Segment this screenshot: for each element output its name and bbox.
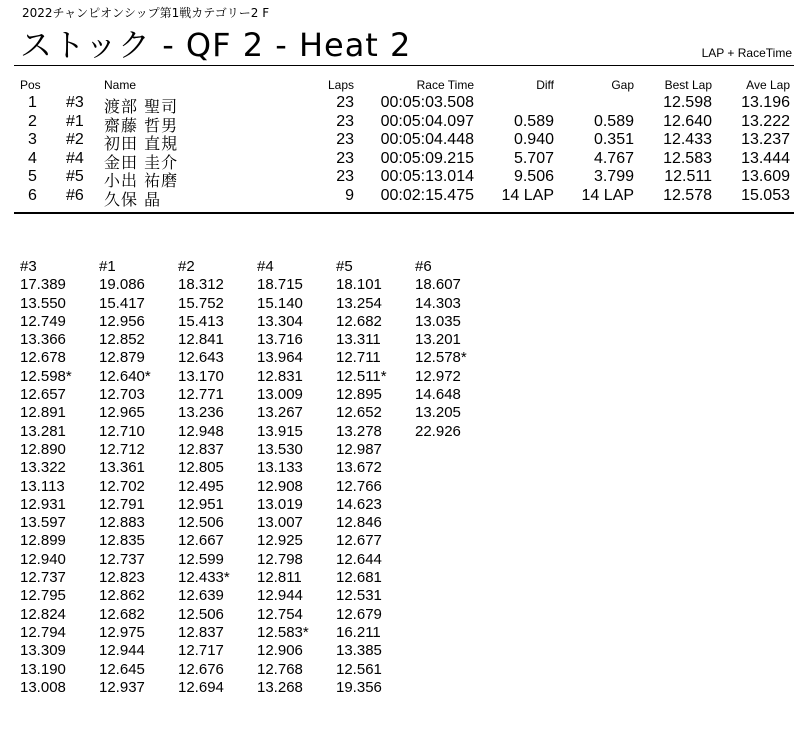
- lap-time: 15.752: [178, 294, 224, 312]
- lap-time: 12.710: [99, 422, 145, 440]
- lap-time: 12.766: [336, 477, 382, 495]
- lap-time: 12.679: [336, 605, 382, 623]
- result-diff: 0.940: [513, 131, 554, 148]
- lap-time: 13.205: [415, 404, 461, 422]
- result-best-lap: 12.598: [663, 94, 712, 111]
- lap-time: 14.623: [336, 495, 382, 513]
- lap-column: [336, 258, 415, 697]
- col-best-lap: Best Lap: [664, 78, 712, 92]
- lap-time: 13.716: [257, 331, 303, 349]
- lap-time: 12.702: [99, 477, 145, 495]
- lap-time: 12.644: [336, 550, 382, 568]
- result-race-time: 00:02:15.475: [380, 186, 474, 204]
- lap-time: 12.846: [336, 514, 382, 532]
- lap-time: 12.768: [257, 660, 303, 678]
- results-body: [14, 94, 794, 209]
- lap-time: 13.597: [20, 514, 66, 532]
- lap-time: 12.879: [99, 349, 145, 367]
- result-driver-name: 渡部 聖司: [104, 97, 179, 116]
- lap-time: 12.682: [336, 312, 382, 330]
- result-laps: 23: [336, 94, 354, 111]
- lap-time: 12.948: [178, 422, 224, 440]
- lap-time: 13.915: [257, 422, 303, 440]
- lap-times-table: [20, 258, 494, 697]
- lap-time: 12.972: [415, 367, 461, 385]
- lap-time: 13.550: [20, 294, 66, 312]
- result-pos: 5: [28, 168, 37, 185]
- result-row: [14, 149, 794, 172]
- lap-time: 16.211: [336, 623, 381, 641]
- result-driver-name: 久保 晶: [104, 189, 162, 209]
- lap-time: 13.008: [20, 678, 66, 696]
- result-row: [14, 94, 794, 116]
- result-gap: 3.799: [593, 168, 634, 185]
- lap-column-car-number: #4: [257, 258, 274, 275]
- lap-time: 13.309: [20, 642, 66, 660]
- result-car-number: #1: [66, 112, 84, 130]
- result-laps: 23: [336, 168, 354, 185]
- lap-time: 12.895: [336, 386, 382, 404]
- result-ave-lap: 13.609: [741, 168, 790, 185]
- lap-time: 12.531: [336, 587, 382, 605]
- lap-time: 13.304: [257, 312, 303, 330]
- result-car-number: #3: [66, 94, 84, 111]
- lap-time: 13.236: [178, 404, 224, 422]
- result-best-lap: 12.578: [663, 186, 712, 204]
- result-ave-lap: 13.444: [741, 149, 790, 167]
- lap-time: 12.643: [178, 349, 224, 367]
- lap-time: 15.417: [99, 294, 145, 312]
- lap-time: 12.837: [178, 440, 224, 458]
- lap-time: 12.561: [336, 660, 382, 678]
- lap-time: 12.925: [257, 532, 303, 550]
- lap-time: 13.281: [20, 422, 66, 440]
- result-race-time: 00:05:04.097: [380, 112, 474, 130]
- result-car-number: #4: [66, 149, 84, 167]
- lap-time: 13.530: [257, 440, 303, 458]
- result-pos: 4: [28, 149, 37, 167]
- lap-time: 13.268: [257, 678, 303, 696]
- result-driver-name: 齋藤 哲男: [104, 115, 179, 135]
- event-subtitle: 2022チャンピオンシップ第1戦カテゴリー2 F: [22, 6, 270, 20]
- lap-time: 12.506: [178, 605, 224, 623]
- lap-time: 13.007: [257, 514, 303, 532]
- lap-time: 12.598*: [20, 367, 72, 385]
- lap-time: 22.926: [415, 422, 461, 440]
- lap-time: 13.133: [257, 459, 303, 477]
- header-rule: [14, 65, 794, 66]
- lap-time: 12.956: [99, 312, 145, 330]
- lap-time: 12.433*: [178, 569, 230, 587]
- result-best-lap: 12.511: [664, 168, 712, 185]
- lap-time: 12.811: [257, 569, 302, 587]
- result-ave-lap: 13.196: [741, 94, 790, 111]
- lap-time: 13.009: [257, 386, 303, 404]
- result-race-time: 00:05:09.215: [380, 149, 474, 167]
- lap-time: 13.361: [99, 459, 145, 477]
- lap-time: 12.676: [178, 660, 224, 678]
- lap-time: 12.681: [336, 569, 382, 587]
- lap-time: 12.852: [99, 331, 145, 349]
- col-ave-lap: Ave Lap: [746, 78, 790, 92]
- lap-time: 18.312: [178, 276, 224, 294]
- lap-time: 12.495: [178, 477, 224, 495]
- lap-time: 12.791: [99, 495, 145, 513]
- col-name: Name: [104, 78, 137, 92]
- lap-time: 12.835: [99, 532, 145, 550]
- lap-time: 12.798: [257, 550, 303, 568]
- lap-time: 13.201: [415, 331, 461, 349]
- result-row: [14, 131, 794, 153]
- lap-time: 13.964: [257, 349, 303, 367]
- lap-time: 13.278: [336, 422, 382, 440]
- lap-time: 18.607: [415, 276, 461, 294]
- lap-time: 12.794: [20, 623, 66, 641]
- lap-time: 12.940: [20, 550, 66, 568]
- result-diff: 9.506: [513, 168, 554, 185]
- result-pos: 6: [28, 186, 37, 204]
- lap-time: 12.944: [99, 642, 145, 660]
- lap-time: 12.682: [99, 605, 145, 623]
- result-driver-name: 初田 直規: [104, 134, 179, 153]
- lap-column-car-number: #6: [415, 258, 432, 275]
- result-best-lap: 12.640: [663, 112, 712, 130]
- result-race-time: 00:05:04.448: [380, 131, 474, 148]
- lap-time: 12.899: [20, 532, 66, 550]
- result-laps: 9: [345, 186, 354, 204]
- lap-time: 12.824: [20, 605, 66, 623]
- result-gap: 0.589: [593, 112, 634, 130]
- result-car-number: #2: [66, 131, 84, 148]
- lap-time: 18.715: [257, 276, 303, 294]
- lap-time: 12.694: [178, 678, 224, 696]
- result-laps: 23: [336, 112, 354, 130]
- lap-time: 12.891: [20, 404, 66, 422]
- lap-time: 12.599: [178, 550, 224, 568]
- lap-time: 12.754: [257, 605, 303, 623]
- lap-column-car-number: #2: [178, 258, 195, 275]
- lap-time: 12.944: [257, 587, 303, 605]
- lap-column: [99, 258, 178, 697]
- lap-time: 13.035: [415, 312, 461, 330]
- result-race-time: 00:05:03.508: [380, 94, 474, 111]
- result-row: [14, 186, 794, 209]
- lap-time: 14.303: [415, 294, 461, 312]
- lap-time: 12.678: [20, 349, 66, 367]
- result-row: [14, 112, 794, 135]
- lap-time: 12.506: [178, 514, 224, 532]
- mode-label: LAP + RaceTime: [701, 46, 792, 60]
- result-best-lap: 12.433: [663, 131, 712, 148]
- lap-column: [20, 258, 99, 697]
- result-row: [14, 168, 794, 190]
- col-laps: Laps: [327, 78, 354, 92]
- lap-time: 13.190: [20, 660, 66, 678]
- lap-time: 12.831: [257, 367, 303, 385]
- lap-time: 12.583*: [257, 623, 309, 641]
- lap-time: 12.987: [336, 440, 382, 458]
- lap-time: 12.640*: [99, 367, 151, 385]
- result-gap: 0.351: [593, 131, 634, 148]
- result-pos: 2: [28, 112, 37, 130]
- result-pos: 1: [28, 94, 37, 111]
- lap-time: 15.413: [178, 312, 224, 330]
- lap-time: 13.254: [336, 294, 382, 312]
- result-gap: 14 LAP: [581, 186, 634, 204]
- lap-time: 12.717: [178, 642, 224, 660]
- lap-time: 12.657: [20, 386, 66, 404]
- lap-time: 12.511*: [336, 367, 387, 385]
- lap-time: 12.862: [99, 587, 145, 605]
- lap-time: 12.975: [99, 623, 145, 641]
- lap-column: [415, 258, 494, 697]
- lap-time: 12.890: [20, 440, 66, 458]
- lap-time: 17.389: [20, 276, 66, 294]
- lap-time: 13.385: [336, 642, 382, 660]
- lap-time: 12.951: [178, 495, 224, 513]
- col-race-time: Race Time: [416, 78, 474, 92]
- results-table: [14, 78, 794, 209]
- lap-time: 12.749: [20, 312, 66, 330]
- lap-time: 12.906: [257, 642, 303, 660]
- col-gap: Gap: [611, 78, 634, 92]
- lap-time: 12.711: [336, 349, 381, 367]
- lap-time: 12.883: [99, 514, 145, 532]
- lap-time: 13.267: [257, 404, 303, 422]
- lap-time: 12.703: [99, 386, 145, 404]
- lap-time: 12.677: [336, 532, 382, 550]
- lap-time: 12.908: [257, 477, 303, 495]
- lap-column-car-number: #1: [99, 258, 116, 275]
- lap-time: 12.578*: [415, 349, 467, 367]
- result-ave-lap: 15.053: [741, 186, 790, 204]
- result-ave-lap: 13.237: [741, 131, 790, 148]
- result-car-number: #6: [66, 186, 84, 204]
- lap-time: 13.366: [20, 331, 66, 349]
- lap-time: 12.712: [99, 440, 145, 458]
- result-pos: 3: [28, 131, 37, 148]
- lap-time: 13.311: [336, 331, 381, 349]
- lap-time: 18.101: [336, 276, 382, 294]
- lap-time: 14.648: [415, 386, 461, 404]
- result-best-lap: 12.583: [663, 149, 712, 167]
- lap-time: 12.667: [178, 532, 224, 550]
- lap-time: 12.823: [99, 569, 145, 587]
- result-diff: 5.707: [513, 149, 554, 167]
- lap-column-car-number: #5: [336, 258, 353, 275]
- lap-time: 12.737: [99, 550, 145, 568]
- result-gap: 4.767: [593, 149, 634, 167]
- result-laps: 23: [336, 131, 354, 148]
- lap-time: 13.672: [336, 459, 382, 477]
- lap-time: 12.805: [178, 459, 224, 477]
- lap-time: 12.652: [336, 404, 382, 422]
- page-title: ストック - QF 2 - Heat 2: [20, 26, 412, 64]
- lap-time: 13.113: [20, 477, 65, 495]
- result-car-number: #5: [66, 168, 84, 185]
- lap-time: 12.931: [20, 495, 66, 513]
- lap-time: 12.737: [20, 569, 66, 587]
- lap-time: 19.086: [99, 276, 145, 294]
- lap-time: 12.795: [20, 587, 66, 605]
- result-diff: 0.589: [513, 112, 554, 130]
- result-laps: 23: [336, 149, 354, 167]
- lap-time: 15.140: [257, 294, 303, 312]
- lap-time: 12.771: [178, 386, 224, 404]
- result-driver-name: 金田 圭介: [104, 152, 179, 172]
- lap-column: [257, 258, 336, 697]
- col-pos: Pos: [20, 78, 41, 92]
- lap-time: 12.965: [99, 404, 145, 422]
- lap-time: 12.645: [99, 660, 145, 678]
- lap-time: 12.841: [178, 331, 224, 349]
- lap-time: 13.322: [20, 459, 66, 477]
- lap-time: 12.937: [99, 678, 145, 696]
- result-race-time: 00:05:13.014: [380, 168, 474, 185]
- lap-time: 19.356: [336, 678, 382, 696]
- result-ave-lap: 13.222: [741, 112, 790, 130]
- lap-time: 12.837: [178, 623, 224, 641]
- result-diff: 14 LAP: [501, 186, 554, 204]
- lap-time: 13.019: [257, 495, 303, 513]
- results-header-row: [14, 78, 794, 94]
- lap-column-car-number: #3: [20, 258, 37, 275]
- col-diff: Diff: [536, 78, 554, 92]
- results-bottom-rule: [14, 212, 794, 214]
- lap-time: 13.170: [178, 367, 224, 385]
- result-driver-name: 小出 祐磨: [104, 171, 179, 190]
- lap-time: 12.639: [178, 587, 224, 605]
- lap-column: [178, 258, 257, 697]
